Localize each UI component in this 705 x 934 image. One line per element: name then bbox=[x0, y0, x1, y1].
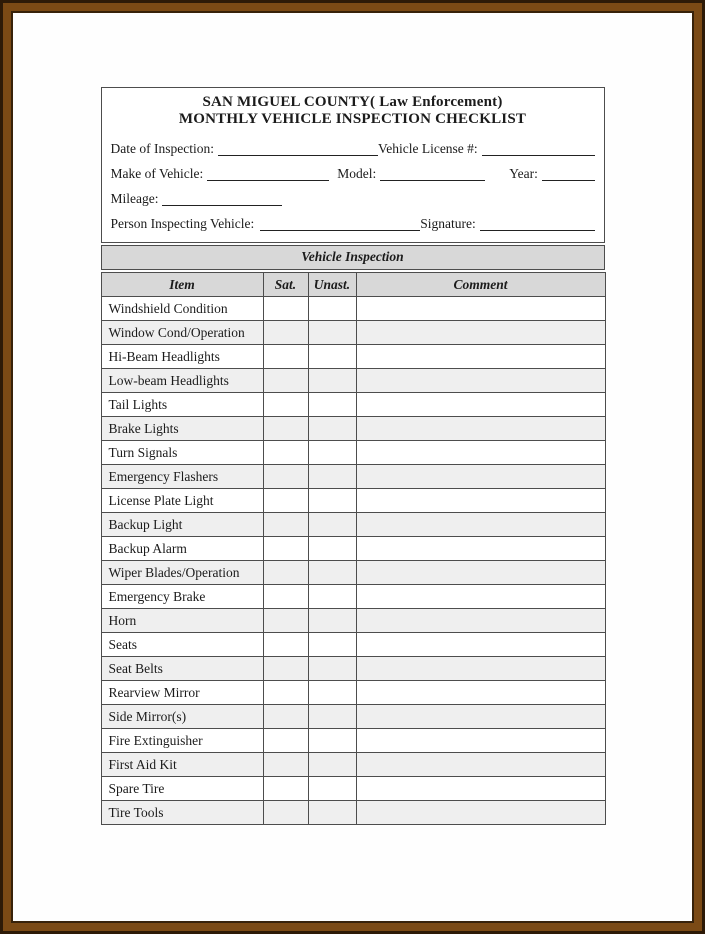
mileage-label: Mileage: bbox=[110, 191, 159, 206]
make-of-vehicle-label: Make of Vehicle: bbox=[110, 166, 204, 181]
item-label: Tail Lights bbox=[101, 393, 263, 417]
table-row bbox=[101, 417, 605, 441]
unast-cell[interactable] bbox=[308, 561, 356, 585]
item-label: License Plate Light bbox=[101, 489, 263, 513]
comment-cell[interactable] bbox=[356, 489, 605, 513]
unast-cell[interactable] bbox=[308, 609, 356, 633]
sat-cell[interactable] bbox=[263, 513, 308, 537]
comment-cell[interactable] bbox=[356, 393, 605, 417]
unast-cell[interactable] bbox=[308, 369, 356, 393]
sat-cell[interactable] bbox=[263, 369, 308, 393]
table-row bbox=[101, 585, 605, 609]
table-row bbox=[101, 633, 605, 657]
comment-cell[interactable] bbox=[356, 513, 605, 537]
unast-cell[interactable] bbox=[308, 657, 356, 681]
model-label: Model: bbox=[337, 166, 377, 181]
vehicle-license-label: Vehicle License #: bbox=[377, 141, 478, 156]
unast-cell[interactable] bbox=[308, 537, 356, 561]
inspection-table-body bbox=[101, 297, 605, 825]
sat-cell[interactable] bbox=[263, 489, 308, 513]
sat-cell[interactable] bbox=[263, 465, 308, 489]
column-header-comment: Comment bbox=[356, 273, 605, 297]
table-row bbox=[101, 657, 605, 681]
comment-cell[interactable] bbox=[356, 705, 605, 729]
comment-cell[interactable] bbox=[356, 345, 605, 369]
comment-cell[interactable] bbox=[356, 321, 605, 345]
item-label: Rearview Mirror bbox=[101, 681, 263, 705]
table-row bbox=[101, 441, 605, 465]
sat-cell[interactable] bbox=[263, 705, 308, 729]
item-label: Spare Tire bbox=[101, 777, 263, 801]
item-label: Wiper Blades/Operation bbox=[101, 561, 263, 585]
document-page bbox=[11, 11, 694, 923]
sat-cell[interactable] bbox=[263, 729, 308, 753]
item-label: Emergency Flashers bbox=[101, 465, 263, 489]
form-title-line2: MONTHLY VEHICLE INSPECTION CHECKLIST bbox=[178, 111, 527, 127]
table-row bbox=[101, 489, 605, 513]
table-row bbox=[101, 609, 605, 633]
table-row bbox=[101, 345, 605, 369]
comment-cell[interactable] bbox=[356, 657, 605, 681]
table-row bbox=[101, 801, 605, 825]
sat-cell[interactable] bbox=[263, 585, 308, 609]
item-label: Tire Tools bbox=[101, 801, 263, 825]
item-label: Seats bbox=[101, 633, 263, 657]
comment-cell[interactable] bbox=[356, 465, 605, 489]
table-header-row bbox=[101, 273, 605, 297]
sat-cell[interactable] bbox=[263, 681, 308, 705]
section-title-band: Vehicle Inspection bbox=[101, 245, 605, 270]
table-row bbox=[101, 369, 605, 393]
sat-cell[interactable] bbox=[263, 657, 308, 681]
comment-cell[interactable] bbox=[356, 297, 605, 321]
table-row bbox=[101, 537, 605, 561]
sat-cell[interactable] bbox=[263, 561, 308, 585]
comment-cell[interactable] bbox=[356, 801, 605, 825]
vehicle-license-field[interactable] bbox=[482, 142, 595, 156]
unast-cell[interactable] bbox=[308, 633, 356, 657]
unast-cell[interactable] bbox=[308, 681, 356, 705]
sat-cell[interactable] bbox=[263, 393, 308, 417]
sat-cell[interactable] bbox=[263, 609, 308, 633]
frame-brown-border bbox=[3, 3, 702, 931]
item-label: Side Mirror(s) bbox=[101, 705, 263, 729]
unast-cell[interactable] bbox=[308, 441, 356, 465]
field-row-make-model-year bbox=[111, 166, 595, 181]
table-row bbox=[101, 393, 605, 417]
item-label: First Aid Kit bbox=[101, 753, 263, 777]
field-row-date-license bbox=[111, 141, 595, 156]
item-label: Seat Belts bbox=[101, 657, 263, 681]
table-row bbox=[101, 729, 605, 753]
item-label: Backup Alarm bbox=[101, 537, 263, 561]
person-inspecting-label: Person Inspecting Vehicle: bbox=[110, 216, 255, 231]
field-row-person-signature bbox=[111, 216, 595, 231]
form-header-box bbox=[101, 87, 605, 243]
comment-cell[interactable] bbox=[356, 729, 605, 753]
item-label: Fire Extinguisher bbox=[101, 729, 263, 753]
item-label: Backup Light bbox=[101, 513, 263, 537]
sat-cell[interactable] bbox=[263, 321, 308, 345]
sat-cell[interactable] bbox=[263, 777, 308, 801]
sat-cell[interactable] bbox=[263, 633, 308, 657]
item-label: Brake Lights bbox=[101, 417, 263, 441]
date-of-inspection-field[interactable] bbox=[218, 142, 378, 156]
column-header-unast: Unast. bbox=[308, 273, 356, 297]
item-label: Turn Signals bbox=[101, 441, 263, 465]
sat-cell[interactable] bbox=[263, 441, 308, 465]
signature-label: Signature: bbox=[420, 216, 476, 231]
sat-cell[interactable] bbox=[263, 537, 308, 561]
comment-cell[interactable] bbox=[356, 369, 605, 393]
table-row bbox=[101, 321, 605, 345]
person-inspecting-field[interactable] bbox=[260, 217, 420, 231]
comment-cell[interactable] bbox=[356, 537, 605, 561]
unast-cell[interactable] bbox=[308, 753, 356, 777]
sat-cell[interactable] bbox=[263, 345, 308, 369]
column-header-item: Item bbox=[101, 273, 263, 297]
unast-cell[interactable] bbox=[308, 297, 356, 321]
unast-cell[interactable] bbox=[308, 705, 356, 729]
sat-cell[interactable] bbox=[263, 417, 308, 441]
signature-field[interactable] bbox=[480, 217, 595, 231]
year-field[interactable] bbox=[542, 167, 595, 181]
comment-cell[interactable] bbox=[356, 441, 605, 465]
item-label: Windshield Condition bbox=[101, 297, 263, 321]
comment-cell[interactable] bbox=[356, 561, 605, 585]
item-label: Window Cond/Operation bbox=[101, 321, 263, 345]
comment-cell[interactable] bbox=[356, 777, 605, 801]
comment-cell[interactable] bbox=[356, 681, 605, 705]
make-of-vehicle-field[interactable] bbox=[207, 167, 329, 181]
item-label: Low-beam Headlights bbox=[101, 369, 263, 393]
sat-cell[interactable] bbox=[263, 753, 308, 777]
unast-cell[interactable] bbox=[308, 585, 356, 609]
item-label: Hi-Beam Headlights bbox=[101, 345, 263, 369]
table-row bbox=[101, 705, 605, 729]
sat-cell[interactable] bbox=[263, 801, 308, 825]
unast-cell[interactable] bbox=[308, 513, 356, 537]
unast-cell[interactable] bbox=[308, 729, 356, 753]
unast-cell[interactable] bbox=[308, 489, 356, 513]
inspection-table bbox=[101, 272, 606, 825]
unast-cell[interactable] bbox=[308, 393, 356, 417]
unast-cell[interactable] bbox=[308, 345, 356, 369]
item-label: Horn bbox=[101, 609, 263, 633]
table-row bbox=[101, 753, 605, 777]
unast-cell[interactable] bbox=[308, 777, 356, 801]
sat-cell[interactable] bbox=[263, 297, 308, 321]
item-label: Emergency Brake bbox=[101, 585, 263, 609]
comment-cell[interactable] bbox=[356, 609, 605, 633]
comment-cell[interactable] bbox=[356, 633, 605, 657]
comment-cell[interactable] bbox=[356, 753, 605, 777]
date-of-inspection-label: Date of Inspection: bbox=[110, 141, 214, 156]
year-label: Year: bbox=[509, 166, 538, 181]
table-row bbox=[101, 297, 605, 321]
comment-cell[interactable] bbox=[356, 417, 605, 441]
unast-cell[interactable] bbox=[308, 801, 356, 825]
unast-cell[interactable] bbox=[308, 417, 356, 441]
table-row bbox=[101, 681, 605, 705]
unast-cell[interactable] bbox=[308, 465, 356, 489]
model-field[interactable] bbox=[380, 167, 485, 181]
mileage-field[interactable] bbox=[162, 192, 282, 206]
form-title-line1: SAN MIGUEL COUNTY( Law Enforcement) bbox=[202, 94, 503, 110]
table-row bbox=[101, 777, 605, 801]
table-row bbox=[101, 465, 605, 489]
comment-cell[interactable] bbox=[356, 585, 605, 609]
field-row-mileage bbox=[111, 191, 595, 206]
inspection-form bbox=[101, 87, 605, 825]
column-header-sat: Sat. bbox=[263, 273, 308, 297]
unast-cell[interactable] bbox=[308, 321, 356, 345]
table-row bbox=[101, 561, 605, 585]
table-row bbox=[101, 513, 605, 537]
